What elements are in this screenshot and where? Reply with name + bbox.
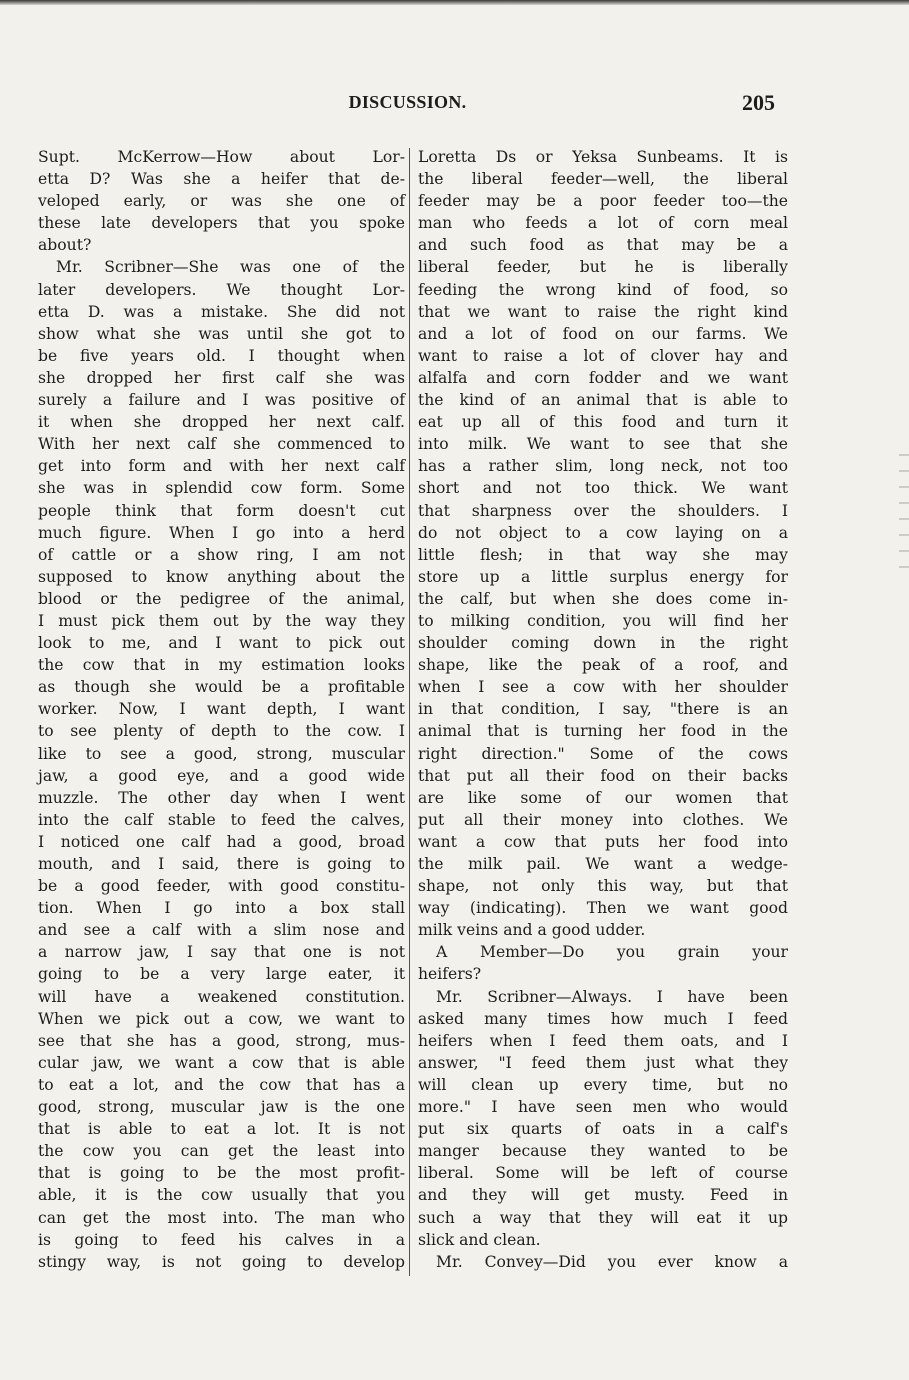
text-line: and see a calf with a slim nose and bbox=[38, 921, 405, 940]
text-line: and they will get musty. Feed in bbox=[418, 1186, 788, 1205]
text-line: and such food as that may be a bbox=[418, 236, 788, 255]
text-line: of cattle or a show ring, I am not bbox=[38, 545, 405, 564]
text-line: the liberal feeder—well, the liberal bbox=[418, 170, 788, 189]
text-line: she dropped her first calf she was bbox=[38, 368, 405, 387]
text-line: the cow that in my estimation looks bbox=[38, 656, 405, 675]
page-header bbox=[40, 92, 775, 122]
text-line: etta D. was a mistake. She did not bbox=[38, 302, 405, 321]
text-line: right direction." Some of the cows bbox=[418, 744, 788, 763]
text-line: heifers when I feed them oats, and I bbox=[418, 1031, 788, 1050]
text-line: it when she dropped her next calf. bbox=[38, 413, 405, 432]
text-line: into the calf stable to feed the calves, bbox=[38, 810, 405, 829]
text-line: Mr. Scribner—Always. I have been bbox=[436, 987, 788, 1006]
text-line: such a way that they will eat it up bbox=[418, 1208, 788, 1227]
text-line: much figure. When I go into a herd bbox=[38, 523, 405, 542]
page-number: 205 bbox=[742, 90, 775, 115]
right-column bbox=[418, 146, 788, 1273]
text-line: has a rather slim, long neck, not too bbox=[418, 457, 788, 476]
text-line: veloped early, or was she one of bbox=[38, 192, 405, 211]
text-line: the cow you can get the least into bbox=[38, 1142, 405, 1161]
text-line: eat up all of this food and turn it bbox=[418, 413, 788, 432]
text-line: heifers? bbox=[418, 965, 482, 984]
text-line: see that she has a good, strong, mus- bbox=[38, 1031, 405, 1050]
text-line: slick and clean. bbox=[418, 1230, 541, 1249]
text-line: etta D? Was she a heifer that de- bbox=[38, 170, 405, 189]
text-line: like to see a good, strong, muscular bbox=[38, 744, 405, 763]
text-line: With her next calf she commenced to bbox=[38, 435, 405, 454]
text-line: Mr. Convey—Did you ever know a bbox=[436, 1252, 788, 1271]
text-line: able, it is the cow usually that you bbox=[38, 1186, 405, 1205]
text-line: want to raise a lot of clover hay and bbox=[418, 346, 788, 365]
text-line: about? bbox=[38, 236, 92, 255]
text-line: get into form and with her next calf bbox=[38, 457, 405, 476]
text-line: the kind of an animal that is able to bbox=[418, 391, 788, 410]
text-line: supposed to know anything about the bbox=[38, 567, 405, 586]
text-line: liberal. Some will be left of course bbox=[418, 1164, 788, 1183]
text-line: manger because they wanted to be bbox=[418, 1142, 788, 1161]
text-line: liberal feeder, but he is liberally bbox=[418, 258, 788, 277]
text-line: going to be a very large eater, it bbox=[38, 965, 405, 984]
text-line: little flesh; in that way she may bbox=[418, 545, 788, 564]
text-line: good, strong, muscular jaw is the one bbox=[38, 1098, 405, 1117]
text-line: can get the most into. The man who bbox=[38, 1208, 405, 1227]
text-line: that we want to raise the right kind bbox=[418, 302, 788, 321]
text-line: are like some of our women that bbox=[418, 788, 788, 807]
text-line: that put all their food on their backs bbox=[418, 766, 788, 785]
text-line: surely a failure and I was positive of bbox=[38, 391, 405, 410]
column-divider bbox=[409, 148, 410, 1276]
text-line: When we pick out a cow, we want to bbox=[38, 1009, 405, 1028]
text-line: be a good feeder, with good constitu- bbox=[38, 877, 405, 896]
text-line: show what she was until she got to bbox=[38, 324, 405, 343]
text-line: to see plenty of depth to the cow. I bbox=[38, 722, 405, 741]
text-line: as though she would be a profitable bbox=[38, 678, 405, 697]
text-line: people think that form doesn't cut bbox=[38, 501, 405, 520]
text-line: she was in splendid cow form. Some bbox=[38, 479, 405, 498]
text-line: shoulder coming down in the right bbox=[418, 634, 788, 653]
text-line: want a cow that puts her food into bbox=[418, 832, 788, 851]
text-line: Loretta Ds or Yeksa Sunbeams. It is bbox=[418, 148, 788, 166]
text-line: look to me, and I want to pick out bbox=[38, 634, 405, 653]
text-line: these late developers that you spoke bbox=[38, 214, 405, 233]
text-line: will have a weakened constitution. bbox=[38, 987, 405, 1006]
text-line: store up a little surplus energy for bbox=[418, 567, 788, 586]
text-line: Supt. McKerrow—How about Lor- bbox=[38, 148, 405, 166]
text-line: shape, not only this way, but that bbox=[418, 877, 788, 896]
text-line: I noticed one calf had a good, broad bbox=[38, 832, 405, 851]
text-line: stingy way, is not going to develop bbox=[38, 1252, 405, 1271]
text-line: and a lot of food on our farms. We bbox=[418, 324, 788, 343]
text-line: answer, "I feed them just what they bbox=[418, 1053, 788, 1072]
text-line: the calf, but when she does come in- bbox=[418, 589, 788, 608]
text-line: muzzle. The other day when I went bbox=[38, 788, 405, 807]
text-line: alfalfa and corn fodder and we want bbox=[418, 368, 788, 387]
text-line: asked many times how much I feed bbox=[418, 1009, 788, 1028]
text-line: A Member—Do you grain your bbox=[436, 943, 788, 962]
page-edge-specks bbox=[899, 440, 909, 580]
text-line: that sharpness over the shoulders. I bbox=[418, 501, 788, 520]
running-head: DISCUSSION. bbox=[348, 92, 467, 112]
text-line: is going to feed his calves in a bbox=[38, 1230, 405, 1249]
text-line: put all their money into clothes. We bbox=[418, 810, 788, 829]
text-line: that is going to be the most profit- bbox=[38, 1164, 405, 1183]
text-line: tion. When I go into a box stall bbox=[38, 899, 405, 918]
text-line: shape, like the peak of a roof, and bbox=[418, 656, 788, 675]
text-line: will clean up every time, but no bbox=[418, 1075, 788, 1094]
text-line: jaw, a good eye, and a good wide bbox=[38, 766, 405, 785]
text-line: in that condition, I say, "there is an bbox=[418, 700, 788, 719]
text-line: when I see a cow with her shoulder bbox=[418, 678, 788, 697]
text-line: the milk pail. We want a wedge- bbox=[418, 855, 788, 873]
text-line: feeding the wrong kind of food, so bbox=[418, 280, 788, 299]
text-line: mouth, and I said, there is going to bbox=[38, 855, 405, 873]
text-line: later developers. We thought Lor- bbox=[38, 280, 405, 299]
text-line: feeder may be a poor feeder too—the bbox=[418, 192, 788, 211]
text-line: cular jaw, we want a cow that is able bbox=[38, 1053, 405, 1072]
text-line: a narrow jaw, I say that one is not bbox=[38, 943, 405, 962]
left-column bbox=[38, 146, 405, 1273]
page-top-edge bbox=[0, 0, 909, 5]
text-line: Mr. Scribner—She was one of the bbox=[56, 258, 405, 277]
text-line: more." I have seen men who would bbox=[418, 1098, 788, 1117]
text-line: do not object to a cow laying on a bbox=[418, 523, 788, 542]
text-line: animal that is turning her food in the bbox=[418, 722, 788, 741]
text-line: short and not too thick. We want bbox=[418, 479, 788, 498]
text-line: that is able to eat a lot. It is not bbox=[38, 1120, 405, 1139]
text-line: into milk. We want to see that she bbox=[418, 435, 788, 454]
text-line: be five years old. I thought when bbox=[38, 346, 405, 365]
text-line: way (indicating). Then we want good bbox=[418, 899, 788, 918]
text-line: put six quarts of oats in a calf's bbox=[418, 1120, 788, 1139]
text-line: worker. Now, I want depth, I want bbox=[38, 700, 405, 719]
text-line: to milking condition, you will find her bbox=[418, 611, 788, 630]
text-line: milk veins and a good udder. bbox=[418, 921, 646, 940]
text-line: to eat a lot, and the cow that has a bbox=[38, 1075, 405, 1094]
text-line: I must pick them out by the way they bbox=[38, 611, 405, 630]
text-line: blood or the pedigree of the animal, bbox=[38, 589, 405, 608]
text-line: man who feeds a lot of corn meal bbox=[418, 214, 788, 233]
